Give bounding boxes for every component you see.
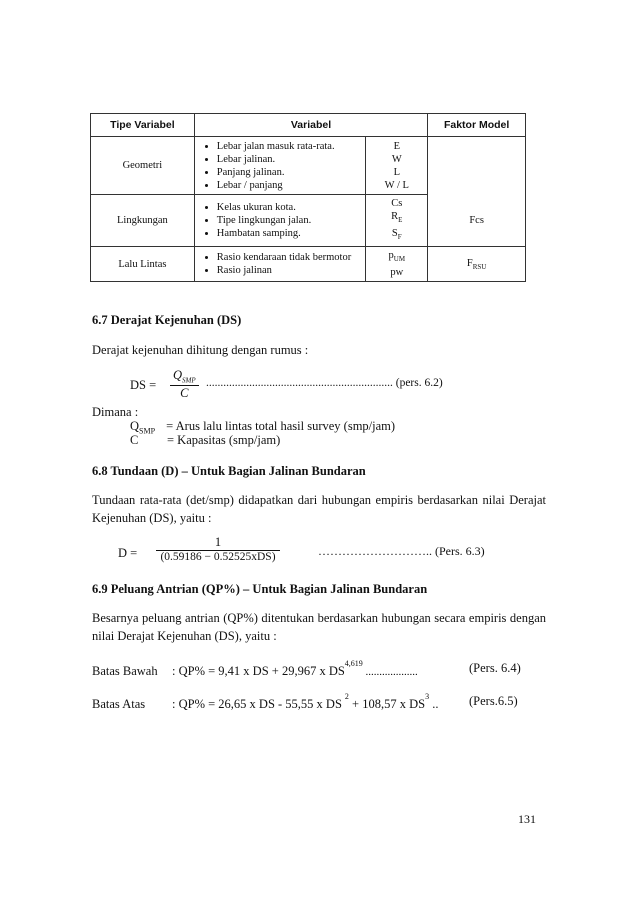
- symbol: [370, 227, 423, 244]
- batas-bawah-formula: : QP% = 9,41 x DS + 29,967 x DS: [172, 664, 345, 679]
- batas-atas-exponent-1: 2: [344, 692, 349, 701]
- factor-cell: [428, 247, 526, 282]
- batas-bawah-ref: (Pers. 6.4): [469, 661, 521, 675]
- list-item: • Rasio kendaraan tidak bermotor: [217, 251, 362, 264]
- list-item: • Kelas ukuran kota.: [217, 201, 362, 214]
- definition-c: [130, 431, 280, 449]
- section-6-8-paragraph: Tundaan rata-rata (det/smp) didapatkan dari hubungan empiris berdasarkan nilai Derajat Kejenuhan (DS), yaitu :: [92, 493, 546, 525]
- variable-table: [90, 113, 526, 282]
- section-6-8-heading: 6.8 Tundaan (D) – Untuk Bagian Jalinan Bundaran: [92, 464, 366, 478]
- symbol-base: R: [391, 211, 399, 222]
- symbol-sub: UM: [393, 255, 406, 264]
- section-6-7-heading: 6.7 Derajat Kejenuhan (DS): [92, 313, 242, 327]
- type-cell: Lalu Lintas: [91, 247, 195, 282]
- batas-atas-exponent-2: 3: [425, 692, 430, 701]
- type-cell: Geometri: [91, 137, 195, 195]
- header-variabel: Variabel: [194, 114, 427, 137]
- list-item: • Hambatan samping.: [217, 227, 362, 240]
- batas-atas-mid: + 108,57 x DS: [348, 697, 426, 712]
- section-6-7-intro: Derajat kejenuhan dihitung dengan rumus :: [92, 343, 309, 357]
- ds-denominator: C: [180, 385, 189, 400]
- symbol: Cs: [391, 198, 403, 209]
- list-item: • Tipe lingkungan jalan.: [217, 214, 362, 227]
- ds-fraction: [170, 368, 199, 401]
- batas-atas-ref: (Pers.6.5): [469, 694, 518, 708]
- symbol: L: [393, 166, 400, 178]
- type-cell: Lingkungan: [91, 195, 195, 247]
- d-denominator: (0.59186 − 0.52525xDS): [160, 551, 276, 563]
- ds-num-sub: SMP: [182, 376, 196, 385]
- batas-atas-formula: : QP% = 26,65 x DS - 55,55 x DS: [172, 697, 342, 712]
- d-lhs: D =: [118, 546, 138, 560]
- symbol-base: F: [466, 257, 473, 269]
- batas-atas-line: [92, 692, 438, 713]
- ds-equation-ref: ................................................................. (pers. 6.2): [206, 377, 443, 389]
- d-fraction: [156, 535, 280, 563]
- list-item: • Lebar / panjang: [217, 179, 362, 192]
- variable-list-cell: [194, 195, 366, 247]
- list-item: • Lebar jalinan.: [217, 153, 362, 166]
- symbol-cell: [366, 247, 428, 282]
- batas-bawah-dots: ...................: [362, 666, 418, 679]
- symbol: [370, 249, 423, 266]
- def-symbol-sub: SMP: [139, 426, 156, 436]
- symbol-sub: RSU: [472, 262, 487, 271]
- symbol: E: [393, 140, 400, 152]
- symbol-base: S: [391, 228, 398, 240]
- ds-lhs: DS =: [130, 378, 157, 392]
- table-header-row: [91, 114, 526, 137]
- list-item: • Lebar jalan masuk rata-rata.: [217, 140, 362, 153]
- batas-atas-dots: ..: [429, 697, 439, 712]
- symbol: [370, 210, 423, 227]
- symbol-cell: [366, 195, 428, 247]
- symbol-sub: E: [398, 216, 403, 225]
- batas-bawah-line: [92, 659, 418, 681]
- page-number: 131: [518, 812, 536, 826]
- factor-cell-empty: [428, 137, 526, 195]
- variable-list-cell: [194, 247, 366, 282]
- d-equation-ref: ……………………….. (Pers. 6.3): [318, 544, 485, 558]
- def-text: = Arus lalu lintas total hasil survey (smp/jam): [166, 419, 396, 433]
- def-symbol: C: [130, 433, 139, 447]
- header-tipe-variabel: Tipe Variabel: [91, 114, 195, 137]
- table-row: [91, 247, 526, 282]
- header-faktor-model: Faktor Model: [428, 114, 526, 137]
- section-6-9-heading: 6.9 Peluang Antrian (QP%) – Untuk Bagian Jalinan Bundaran: [92, 582, 428, 596]
- def-text: = Kapasitas (smp/jam): [167, 433, 281, 447]
- batas-bawah-label: Batas Bawah: [92, 664, 158, 679]
- symbol-base: p: [388, 250, 394, 262]
- def-symbol: Q: [130, 419, 140, 433]
- table-row: [91, 195, 526, 247]
- section-6-9-paragraph: Besarnya peluang antrian (QP%) ditentukan berdasarkan hubungan secara empiris dengan nilai Derajat Kejenuhan (DS), yaitu :: [92, 611, 546, 643]
- d-numerator: 1: [156, 535, 280, 551]
- list-item: • Panjang jalinan.: [217, 166, 362, 179]
- list-item: • Rasio jalinan: [217, 264, 362, 277]
- dimana-label: Dimana :: [92, 405, 139, 419]
- symbol: W / L: [384, 179, 409, 191]
- symbol: W: [391, 153, 402, 165]
- table-row: [91, 137, 526, 195]
- factor-cell: Fcs: [428, 195, 526, 247]
- symbol: pw: [390, 267, 404, 279]
- symbol-sub: F: [397, 233, 402, 242]
- batas-atas-label: Batas Atas: [92, 697, 146, 712]
- ds-num-symbol: Q: [173, 368, 183, 382]
- ds-numerator: [170, 368, 199, 386]
- symbol-cell: [366, 137, 428, 195]
- variable-list-cell: [194, 137, 366, 195]
- batas-bawah-exponent: 4,619: [344, 659, 363, 668]
